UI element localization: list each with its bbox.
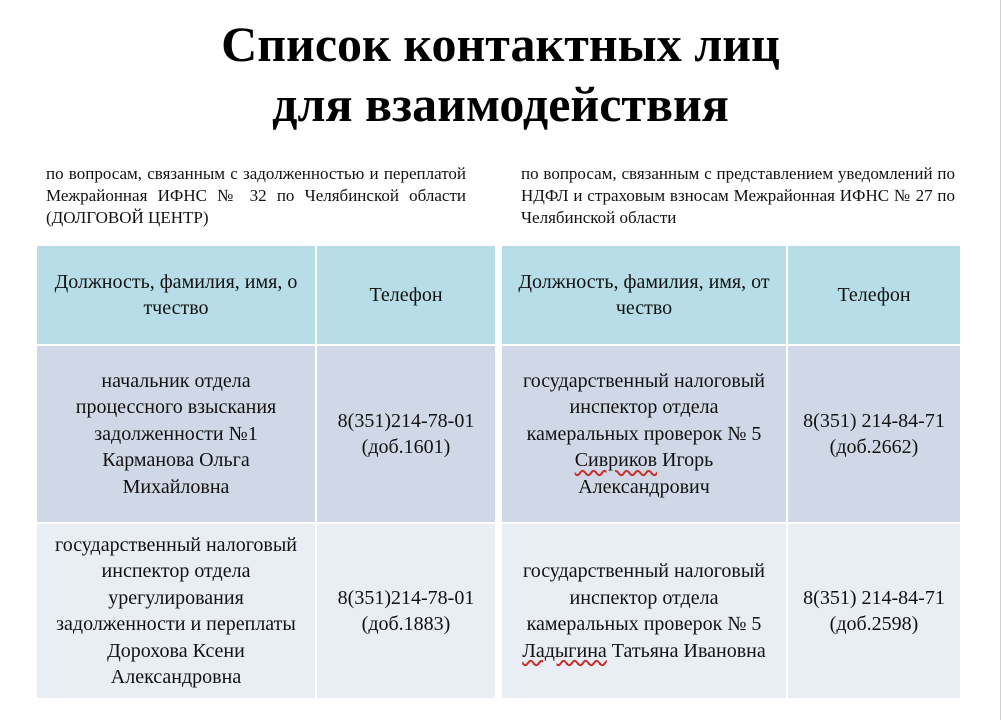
position-line: задолженности №1 (94, 422, 258, 445)
page-title-line-2: для взаимодействия (272, 76, 729, 132)
contact-phone (316, 345, 496, 523)
phone-number: 8(351) 214-84-71 (803, 586, 945, 609)
contact-given-name: Татьяна Ивановна (606, 639, 766, 662)
position-line: Карманова Ольга (102, 449, 250, 472)
phone-number: 8(351) 214-84-71 (803, 409, 945, 432)
position-line: камеральных проверок № 5 (526, 613, 762, 635)
table-row (36, 345, 496, 523)
phone-number: 8(351)214-78-01 (337, 409, 475, 432)
position-line: инспектор отдела (101, 560, 251, 582)
table-header-row (36, 245, 496, 345)
contact-given-name: Игорь (657, 449, 714, 472)
table-row (501, 523, 961, 699)
left-subtitle: по вопросам, связанным с задолженностью и переплатой Межрайонная ИФНС № 32 по Челябинской области (ДОЛГОВОЙ ЦЕНТР) (46, 164, 466, 227)
contact-phone (787, 345, 961, 523)
position-line: процессного взыскания (75, 396, 277, 419)
table-header-row (501, 245, 961, 345)
position-line: урегулирования (108, 586, 244, 609)
position-line: Александрович (578, 475, 710, 498)
page-title-line-1: Список контактных лиц (221, 16, 780, 72)
left-contacts-table (35, 244, 497, 700)
contact-position (501, 345, 787, 523)
position-line: камеральных проверок № 5 (526, 422, 762, 445)
table-row (501, 345, 961, 523)
phone-extension: (доб.1601) (361, 436, 451, 458)
header-phone: Телефон (316, 245, 496, 345)
phone-extension: (доб.2598) (829, 613, 919, 635)
right-contacts-table (500, 244, 962, 700)
header-position: Должность, фамилия, имя, о тчество (36, 245, 316, 345)
phone-number: 8(351)214-78-01 (337, 586, 475, 609)
position-line: Александровна (110, 666, 242, 688)
header-position: Должность, фамилия, имя, от чество (501, 245, 787, 345)
contact-position (36, 523, 316, 699)
contact-position (501, 523, 787, 699)
contact-name-line (506, 638, 782, 665)
contact-surname: Сивриков (574, 449, 658, 472)
header-phone: Телефон (787, 245, 961, 345)
contact-position (36, 345, 316, 523)
contact-surname: Ладыгина (522, 639, 607, 662)
position-line: Дорохова Ксени (107, 639, 245, 662)
position-line: инспектор отдела (569, 586, 719, 609)
page-title (0, 14, 1001, 134)
position-line: государственный налоговый (522, 560, 765, 582)
phone-extension: (доб.2662) (829, 436, 919, 458)
right-subtitle: по вопросам, связанным с представлением уведомлений по НДФЛ и страховым взносам Межрайонная ИФНС № 27 по Челябинской области (521, 164, 955, 227)
contact-phone (787, 523, 961, 699)
position-line: начальник отдела (101, 369, 251, 392)
position-line: государственный налоговый (522, 369, 765, 392)
table-row (36, 523, 496, 699)
phone-extension: (доб.1883) (361, 613, 451, 635)
position-line: задолженности и переплаты (56, 613, 296, 635)
position-line: Михайловна (122, 475, 230, 498)
contact-name-line (506, 447, 782, 474)
contact-phone (316, 523, 496, 699)
position-line: государственный налоговый (54, 533, 297, 556)
position-line: инспектор отдела (569, 396, 719, 419)
